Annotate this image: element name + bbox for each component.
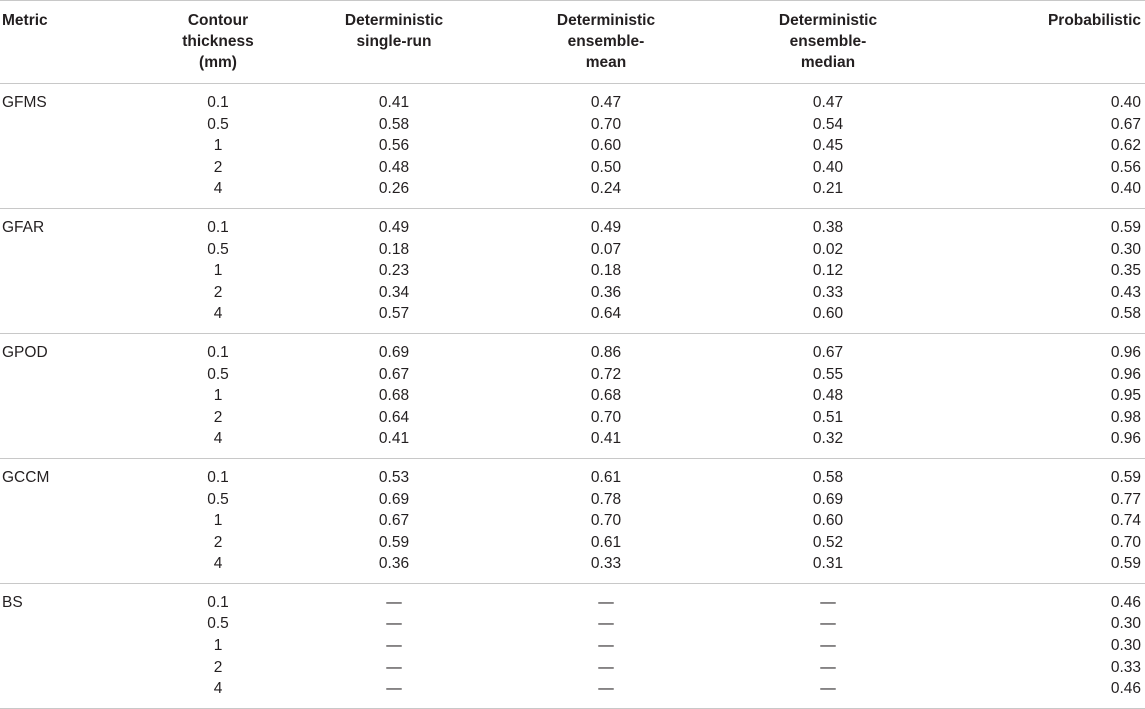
metric-cell: GPOD: [2, 343, 48, 361]
single-run-cell: 0.64: [378, 408, 410, 426]
metric-cell: [0, 657, 148, 679]
header-single-run: [288, 1, 500, 84]
header-thickness-line: thickness: [182, 33, 254, 50]
ensemble-median-cell: 0.52: [812, 533, 844, 551]
table-row: [0, 553, 1145, 583]
metric-cell: [0, 532, 148, 554]
probabilistic-cell: 0.30: [1110, 240, 1141, 258]
ensemble-median-cell: —: [712, 678, 944, 708]
metric-cell: [0, 428, 148, 458]
header-metric: Metric: [0, 1, 148, 84]
metric-cell: [0, 260, 148, 282]
ensemble-median-cell: 0.58: [812, 468, 844, 486]
probabilistic-cell: 0.59: [944, 553, 1145, 583]
ensemble-mean-cell: 0.61: [590, 468, 622, 486]
header-single-run-line: Deterministic: [344, 12, 444, 29]
header-probabilistic: Probabilistic: [944, 1, 1145, 84]
single-run-cell: —: [288, 678, 500, 708]
table-row: [0, 657, 1145, 679]
header-row: [0, 1, 1145, 84]
thickness-cell: 0.1: [207, 343, 229, 361]
probabilistic-cell: 0.40: [944, 178, 1145, 208]
header-thickness-line: Contour: [187, 12, 249, 29]
single-run-cell: 0.57: [288, 303, 500, 333]
metric-cell: [0, 303, 148, 333]
table-row: [0, 678, 1145, 708]
metric-cell: [0, 114, 148, 136]
table-row: [0, 157, 1145, 179]
header-ensemble-mean-line: mean: [585, 54, 627, 71]
ensemble-mean-cell: 0.07: [590, 240, 622, 258]
single-run-cell: 0.69: [378, 343, 410, 361]
probabilistic-cell: 0.70: [1110, 533, 1141, 551]
single-run-cell: 0.59: [378, 533, 410, 551]
ensemble-mean-cell: 0.60: [590, 137, 622, 155]
table-row: [0, 428, 1145, 458]
metric-cell: [0, 489, 148, 511]
thickness-cell: 1: [213, 387, 223, 405]
table-row: [0, 178, 1145, 208]
ensemble-median-cell: —: [820, 615, 836, 633]
ensemble-median-cell: 0.55: [812, 365, 844, 383]
probabilistic-cell: 0.46: [1110, 593, 1141, 611]
table-row: [0, 239, 1145, 261]
single-run-cell: —: [386, 637, 402, 655]
table-row: [0, 407, 1145, 429]
thickness-cell: 0.5: [207, 115, 229, 133]
metric-cell: [0, 178, 148, 208]
metric-cell: [0, 157, 148, 179]
probabilistic-cell: 0.30: [1110, 615, 1141, 633]
probabilistic-cell: 0.74: [1110, 512, 1141, 530]
metric-cell: [0, 553, 148, 583]
ensemble-mean-cell: —: [500, 678, 712, 708]
probabilistic-cell: 0.67: [1110, 115, 1141, 133]
metric-cell: GFMS: [2, 94, 47, 111]
thickness-cell: 0.5: [207, 240, 229, 258]
ensemble-median-cell: 0.32: [712, 428, 944, 458]
metric-cell: GCCM: [2, 468, 50, 486]
thickness-cell: 4: [148, 178, 288, 208]
probabilistic-cell: 0.95: [1110, 387, 1141, 405]
ensemble-mean-cell: 0.72: [590, 365, 622, 383]
header-ensemble-median-line: ensemble-: [789, 33, 867, 50]
table-row: [0, 260, 1145, 282]
ensemble-median-cell: 0.21: [712, 178, 944, 208]
ensemble-median-cell: 0.31: [712, 553, 944, 583]
ensemble-median-cell: 0.40: [812, 158, 844, 176]
ensemble-median-cell: 0.69: [812, 490, 844, 508]
single-run-cell: 0.67: [378, 512, 410, 530]
table-row: [0, 84, 1145, 114]
table-row: [0, 135, 1145, 157]
single-run-cell: —: [386, 615, 402, 633]
probabilistic-cell: 0.30: [1110, 637, 1141, 655]
single-run-cell: 0.49: [378, 218, 410, 236]
ensemble-mean-cell: 0.50: [590, 158, 622, 176]
ensemble-mean-cell: 0.18: [590, 262, 622, 280]
header-ensemble-median-line: median: [800, 54, 856, 71]
ensemble-mean-cell: 0.41: [500, 428, 712, 458]
single-run-cell: 0.53: [378, 468, 410, 486]
thickness-cell: 4: [148, 303, 288, 333]
header-single-run-line: single-run: [356, 33, 432, 50]
header-ensemble-median-line: Deterministic: [778, 12, 878, 29]
metric-cell: [0, 510, 148, 532]
ensemble-median-cell: 0.48: [812, 387, 844, 405]
ensemble-mean-cell: —: [598, 593, 614, 611]
table-row: [0, 613, 1145, 635]
metric-cell: GFAR: [2, 218, 45, 236]
thickness-cell: 2: [213, 158, 223, 176]
metric-cell: [0, 135, 148, 157]
metric-cell: [0, 364, 148, 386]
single-run-cell: —: [386, 658, 402, 676]
thickness-cell: 2: [213, 533, 223, 551]
metric-cell: [0, 635, 148, 657]
ensemble-mean-cell: 0.36: [590, 283, 622, 301]
metric-cell: [0, 407, 148, 429]
header-ensemble-mean: [500, 1, 712, 84]
ensemble-mean-cell: 0.61: [590, 533, 622, 551]
probabilistic-cell: 0.77: [1110, 490, 1141, 508]
thickness-cell: 4: [148, 678, 288, 708]
header-thickness-line: (mm): [199, 54, 237, 71]
table-row: [0, 510, 1145, 532]
single-run-cell: 0.26: [288, 178, 500, 208]
thickness-cell: 2: [213, 283, 223, 301]
thickness-cell: 0.5: [207, 490, 229, 508]
thickness-cell: 4: [148, 428, 288, 458]
single-run-cell: 0.41: [288, 428, 500, 458]
thickness-cell: 2: [213, 658, 223, 676]
probabilistic-cell: 0.40: [1110, 94, 1141, 111]
probabilistic-cell: 0.59: [1110, 468, 1141, 486]
table-row: [0, 364, 1145, 386]
ensemble-mean-cell: 0.78: [590, 490, 622, 508]
table-row: [0, 208, 1145, 238]
ensemble-median-cell: 0.67: [812, 343, 844, 361]
ensemble-median-cell: —: [820, 658, 836, 676]
metric-cell: [0, 613, 148, 635]
ensemble-mean-cell: 0.49: [590, 218, 622, 236]
probabilistic-cell: 0.43: [1110, 283, 1141, 301]
probabilistic-cell: 0.59: [1110, 218, 1141, 236]
probabilistic-cell: 0.96: [944, 428, 1145, 458]
table-row: [0, 583, 1145, 613]
thickness-cell: 1: [213, 512, 223, 530]
single-run-cell: 0.69: [378, 490, 410, 508]
ensemble-median-cell: 0.60: [712, 303, 944, 333]
table-header: [0, 1, 1145, 84]
thickness-cell: 0.1: [207, 593, 229, 611]
ensemble-median-cell: 0.51: [812, 408, 844, 426]
ensemble-median-cell: 0.60: [812, 512, 844, 530]
ensemble-median-cell: 0.54: [812, 115, 844, 133]
ensemble-mean-cell: 0.47: [590, 94, 622, 111]
table-row: [0, 114, 1145, 136]
thickness-cell: 0.1: [207, 468, 229, 486]
thickness-cell: 1: [213, 137, 223, 155]
header-ensemble-mean-line: ensemble-: [567, 33, 645, 50]
probabilistic-cell: 0.62: [1110, 137, 1141, 155]
single-run-cell: 0.41: [378, 94, 410, 111]
single-run-cell: 0.18: [378, 240, 410, 258]
table-row: [0, 303, 1145, 333]
ensemble-median-cell: 0.47: [812, 94, 844, 111]
metric-cell: [0, 282, 148, 304]
metric-cell: [0, 678, 148, 708]
single-run-cell: 0.68: [378, 387, 410, 405]
thickness-cell: 0.5: [207, 615, 229, 633]
thickness-cell: 1: [213, 637, 223, 655]
ensemble-median-cell: —: [820, 593, 836, 611]
table-row: [0, 282, 1145, 304]
metric-cell: BS: [2, 593, 23, 611]
ensemble-mean-cell: 0.70: [590, 408, 622, 426]
table-row: [0, 635, 1145, 657]
ensemble-mean-cell: —: [598, 615, 614, 633]
table-body: [0, 84, 1145, 709]
thickness-cell: 2: [213, 408, 223, 426]
metric-cell: [0, 239, 148, 261]
single-run-cell: 0.36: [288, 553, 500, 583]
ensemble-median-cell: 0.33: [812, 283, 844, 301]
probabilistic-cell: 0.98: [1110, 408, 1141, 426]
table-row: [0, 385, 1145, 407]
table-row: [0, 532, 1145, 554]
table-row: [0, 458, 1145, 488]
probabilistic-cell: 0.96: [1110, 365, 1141, 383]
ensemble-mean-cell: 0.86: [590, 343, 622, 361]
single-run-cell: —: [386, 593, 402, 611]
thickness-cell: 1: [213, 262, 223, 280]
ensemble-median-cell: 0.02: [812, 240, 844, 258]
thickness-cell: 0.1: [207, 218, 229, 236]
ensemble-mean-cell: 0.70: [590, 115, 622, 133]
ensemble-median-cell: 0.12: [812, 262, 844, 280]
ensemble-median-cell: —: [820, 637, 836, 655]
thickness-cell: 4: [148, 553, 288, 583]
probabilistic-cell: 0.33: [1110, 658, 1141, 676]
ensemble-mean-cell: 0.24: [500, 178, 712, 208]
header-thickness: [148, 1, 288, 84]
ensemble-median-cell: 0.38: [812, 218, 844, 236]
header-ensemble-mean-line: Deterministic: [556, 12, 656, 29]
thickness-cell: 0.1: [207, 94, 229, 111]
ensemble-median-cell: 0.45: [812, 137, 844, 155]
ensemble-mean-cell: —: [598, 658, 614, 676]
table-row: [0, 333, 1145, 363]
thickness-cell: 0.5: [207, 365, 229, 383]
probabilistic-cell: 0.58: [944, 303, 1145, 333]
single-run-cell: 0.56: [378, 137, 410, 155]
header-ensemble-median: [712, 1, 944, 84]
probabilistic-cell: 0.46: [944, 678, 1145, 708]
metric-cell: [0, 385, 148, 407]
single-run-cell: 0.58: [378, 115, 410, 133]
probabilistic-cell: 0.96: [1110, 343, 1141, 361]
ensemble-mean-cell: 0.33: [500, 553, 712, 583]
ensemble-mean-cell: 0.70: [590, 512, 622, 530]
single-run-cell: 0.67: [378, 365, 410, 383]
probabilistic-cell: 0.35: [1110, 262, 1141, 280]
table-row: [0, 489, 1145, 511]
single-run-cell: 0.48: [378, 158, 410, 176]
ensemble-mean-cell: —: [598, 637, 614, 655]
single-run-cell: 0.34: [378, 283, 410, 301]
ensemble-mean-cell: 0.68: [590, 387, 622, 405]
ensemble-mean-cell: 0.64: [500, 303, 712, 333]
probabilistic-cell: 0.56: [1110, 158, 1141, 176]
single-run-cell: 0.23: [378, 262, 410, 280]
